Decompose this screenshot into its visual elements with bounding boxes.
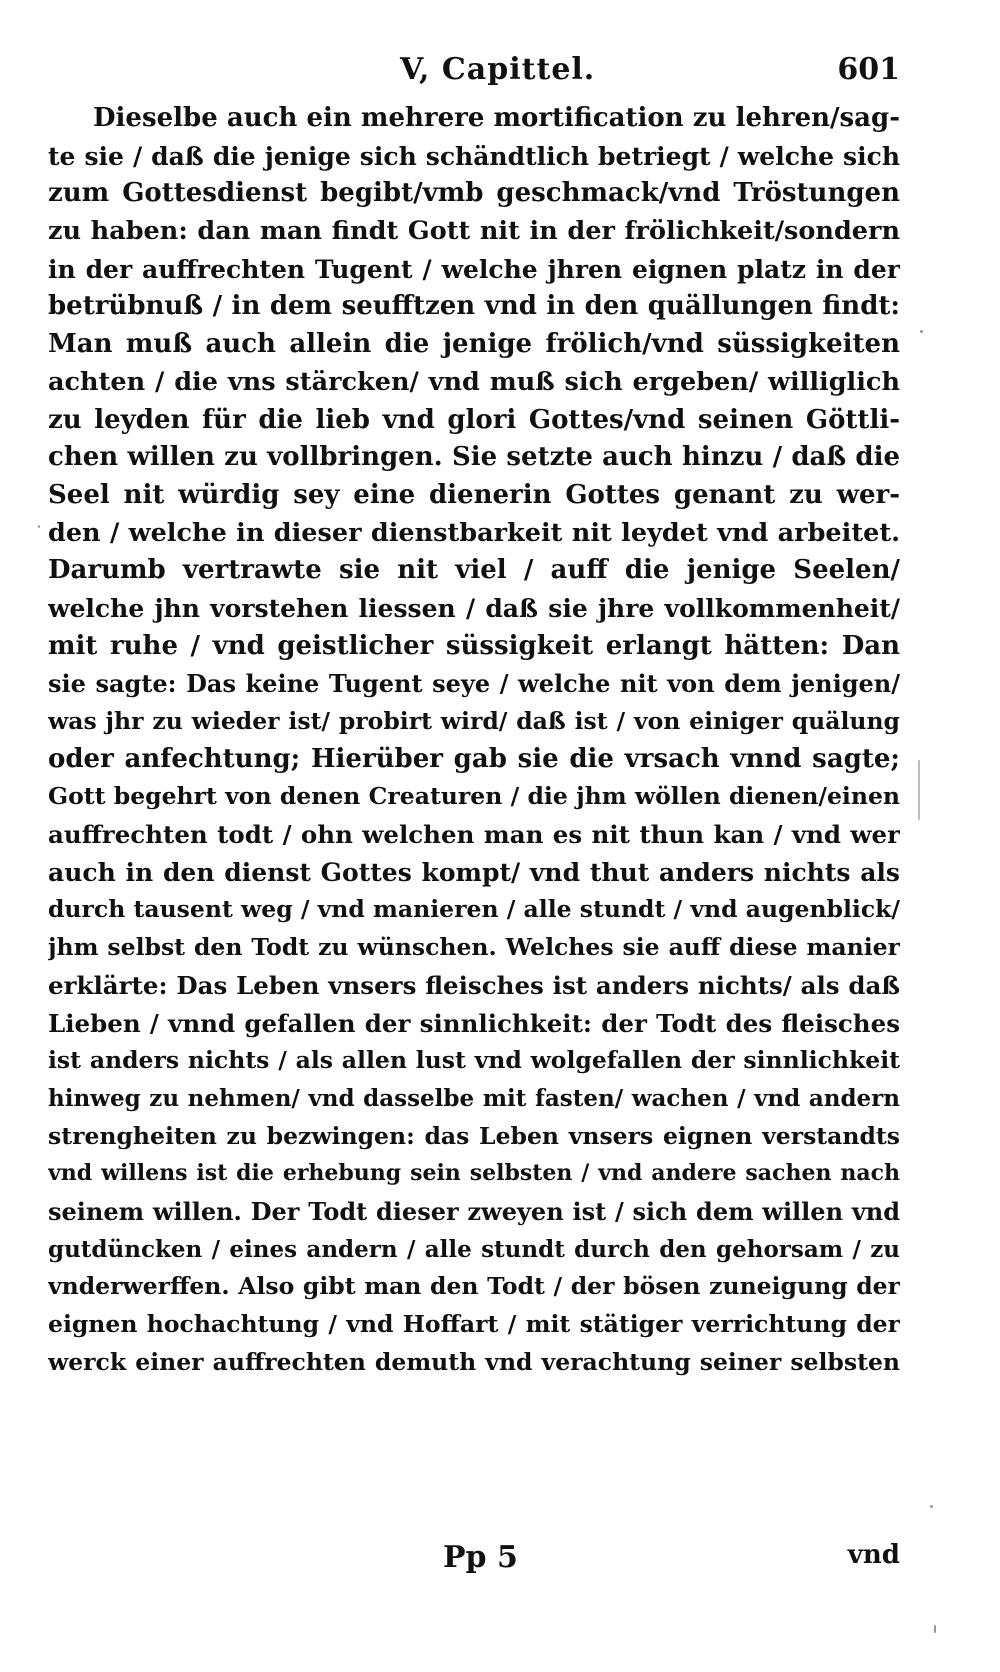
scan-speck [38, 525, 40, 528]
text-line: strengheiten zu bezwingen: das Leben vnsers eignen verstandts [48, 1121, 900, 1150]
text-line: sie sagte: Das keine Tugent seye / welche nit von dem jenigen/ [48, 669, 900, 699]
text-line: Dieselbe auch ein mehrere mortification zu lehren/sag- [93, 103, 900, 133]
signature-mark: Pp 5 [443, 1540, 518, 1575]
text-line: durch tausent weg / vnd manieren / alle stundt / vnd augenblick/ [48, 895, 900, 924]
text-line: vnderwerffen. Also gibt man den Todt / der bösen zuneigung der [48, 1272, 900, 1301]
scan-speck [920, 330, 923, 333]
text-line: ist anders nichts / als allen lust vnd wolgefallen der sinnlichkeit [48, 1046, 900, 1075]
text-line: seinem willen. Der Todt dieser zweyen ist / sich dem willen vnd [48, 1196, 900, 1226]
text-line: te sie / daß die jenige sich schändtlich betriegt / welche sich [48, 141, 900, 171]
text-line: vnd willens ist die erhebung sein selbsten / vnd andere sachen nach [48, 1160, 900, 1187]
page-number: 601 [837, 52, 900, 87]
text-line: auffrechten todt / ohn welchen man es nit thun kan / vnd wer [48, 820, 900, 850]
text-line: achten / die vns stärcken/ vnd muß sich ergeben/ williglich [48, 366, 900, 397]
text-line: gutdüncken / eines andern / alle stundt durch den gehorsam / zu [48, 1235, 900, 1263]
running-head [60, 52, 900, 92]
text-line: Darumb vertrawte sie nit viel / auff die jenige Seelen/ [48, 555, 900, 586]
text-line: erklärte: Das Leben vnsers fleisches ist anders nichts/ als daß [48, 970, 900, 1000]
scan-speck [934, 1625, 936, 1633]
text-line: Gott begehrt von denen Creaturen / die jhm wöllen dienen/einen [48, 782, 900, 811]
text-line: werck einer auffrechten demuth vnd verachtung seiner selbsten [48, 1347, 900, 1376]
chapter-title: V, Capittel. [400, 52, 596, 87]
text-line: Seel nit würdig sey eine dienerin Gottes genant zu wer- [48, 479, 900, 510]
text-line: welche jhn vorstehen liessen / daß sie jhre vollkommenheit/ [48, 593, 900, 623]
scan-speck [930, 1505, 933, 1508]
text-line: eignen hochachtung / vnd Hoffart / mit stätiger verrichtung der [48, 1310, 900, 1338]
text-line: auch in den dienst Gottes kompt/ vnd thut anders nichts als [48, 857, 900, 887]
text-line: hinweg zu nehmen/ vnd dasselbe mit fasten/ wachen / vnd andern [48, 1084, 900, 1112]
text-line: Man muß auch allein die jenige frölich/vnd süssigkeiten [48, 329, 900, 360]
text-line: Lieben / vnnd gefallen der sinnlichkeit: der Todt des fleisches [48, 1008, 900, 1038]
text-line: zum Gottesdienst begibt/vmb geschmack/vnd Tröstungen [48, 178, 900, 209]
text-line: chen willen zu vollbringen. Sie setzte auch hinzu / daß die [48, 442, 900, 473]
catchword: vnd [847, 1540, 900, 1570]
body-text [48, 100, 900, 1381]
text-line: in der auffrechten Tugent / welche jhren eignen platz in der [48, 254, 900, 284]
text-line: was jhr zu wieder ist/ probirt wird/ daß ist / von einiger quälung [48, 707, 900, 735]
text-line: den / welche in dieser dienstbarkeit nit leydet vnd arbeitet. [48, 517, 900, 548]
scan-speck [918, 760, 920, 820]
text-line: betrübnuß / in dem seufftzen vnd in den quällungen findt: [48, 291, 900, 322]
text-line: zu haben: dan man findt Gott nit in der frölichkeit/sondern [48, 216, 900, 247]
text-line: zu leyden für die lieb vnd glori Gottes/vnd seinen Göttli- [48, 404, 900, 435]
text-line: mit ruhe / vnd geistlicher süssigkeit erlangt hätten: Dan [48, 630, 900, 661]
page-footer [48, 1540, 900, 1580]
text-line: oder anfechtung; Hierüber gab sie die vrsach vnnd sagte; [48, 743, 900, 774]
text-line: jhm selbst den Todt zu wünschen. Welches sie auff diese manier [48, 933, 900, 962]
